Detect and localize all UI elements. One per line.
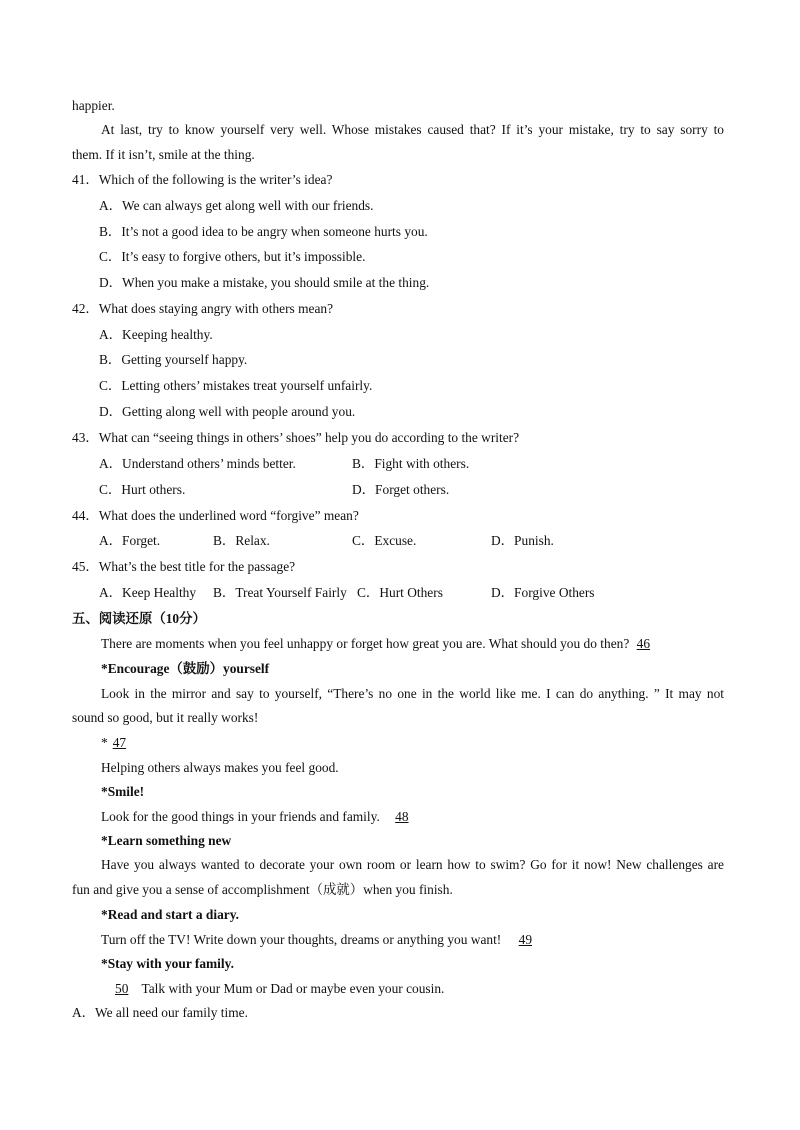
- blank-49: 49: [518, 932, 533, 947]
- blank-47: 47: [112, 735, 127, 750]
- subheading: *Read and start a diary.: [101, 907, 240, 922]
- look-text: Look for the good things in your friends and family.: [101, 809, 380, 824]
- answer-option: C．Excuse.: [352, 533, 417, 548]
- paragraph-line: [101, 736, 138, 749]
- question-stem: 42．What does staying angry with others mean?: [72, 301, 334, 316]
- paragraph-line: [101, 637, 652, 650]
- blank-46: 46: [636, 636, 651, 651]
- turn-off-text: Turn off the TV! Write down your thoughts, dreams or anything you want!: [101, 932, 502, 947]
- passage-line: At last, try to know yourself very well. Whose mistakes caused that? If it’s your mistake, try to say sorry to: [101, 122, 724, 137]
- answer-option: C．Hurt Others: [357, 585, 443, 600]
- question-stem: 44．What does the underlined word “forgive” mean?: [72, 508, 359, 523]
- paragraph-line: fun and give you a sense of accomplishment（成就）when you finish.: [72, 882, 453, 897]
- answer-option: A．We all need our family time.: [72, 1005, 248, 1020]
- subheading: *Smile!: [101, 784, 145, 799]
- answer-option: B．Treat Yourself Fairly: [213, 585, 347, 600]
- blank-48: 48: [395, 809, 409, 824]
- answer-option: A．Forget.: [99, 533, 161, 548]
- talk-text: Talk with your Mum or Dad or maybe even your cousin.: [141, 981, 445, 996]
- answer-option: D．Forget others.: [352, 482, 450, 497]
- answer-option: D．Punish.: [491, 533, 554, 548]
- answer-option: A．Keep Healthy: [99, 585, 197, 600]
- paragraph-line: sound so good, but it really works!: [72, 710, 259, 725]
- paragraph-line: Helping others always makes you feel good.: [101, 760, 339, 775]
- question-stem: 43．What can “seeing things in others’ shoes” help you do according to the writer?: [72, 430, 520, 445]
- paragraph-line: [101, 982, 444, 995]
- asterisk: *: [101, 735, 108, 750]
- subheading: *Learn something new: [101, 833, 232, 848]
- paragraph-line: [101, 933, 542, 946]
- paragraph-line: Have you always wanted to decorate your own room or learn how to swim? Go for it now! New challenges are: [101, 857, 724, 872]
- answer-option: B．Fight with others.: [352, 456, 470, 471]
- question-stem: 41．Which of the following is the writer’s idea?: [72, 172, 333, 187]
- subheading: *Encourage（鼓励）yourself: [101, 661, 270, 676]
- answer-option: A．Keeping healthy.: [99, 327, 213, 342]
- answer-option: B．Relax.: [213, 533, 270, 548]
- intro-text: There are moments when you feel unhappy or forget how great you are. What should you do then?: [101, 636, 630, 651]
- blank-50: 50: [115, 981, 129, 996]
- passage-line: happier.: [72, 98, 115, 113]
- answer-option: B．It’s not a good idea to be angry when someone hurts you.: [99, 224, 428, 239]
- answer-option: C．It’s easy to forgive others, but it’s impossible.: [99, 249, 366, 264]
- answer-option: D．Getting along well with people around you.: [99, 404, 356, 419]
- paragraph-line: [101, 810, 419, 823]
- answer-option: B．Getting yourself happy.: [99, 352, 248, 367]
- paragraph-line: Look in the mirror and say to yourself, “There’s no one in the world like me. I can do anything. ” It may not: [101, 686, 724, 701]
- subheading: *Stay with your family.: [101, 956, 234, 971]
- passage-line: them. If it isn’t, smile at the thing.: [72, 147, 255, 162]
- answer-option: A．We can always get along well with our friends.: [99, 198, 374, 213]
- section-heading: 五、阅读还原（10分）: [72, 611, 206, 626]
- question-stem: 45．What’s the best title for the passage?: [72, 559, 296, 574]
- answer-option: C．Hurt others.: [99, 482, 186, 497]
- answer-option: D．Forgive Others: [491, 585, 595, 600]
- answer-option: D．When you make a mistake, you should smile at the thing.: [99, 275, 430, 290]
- answer-option: C．Letting others’ mistakes treat yourself unfairly.: [99, 378, 373, 393]
- answer-option: A．Understand others’ minds better.: [99, 456, 296, 471]
